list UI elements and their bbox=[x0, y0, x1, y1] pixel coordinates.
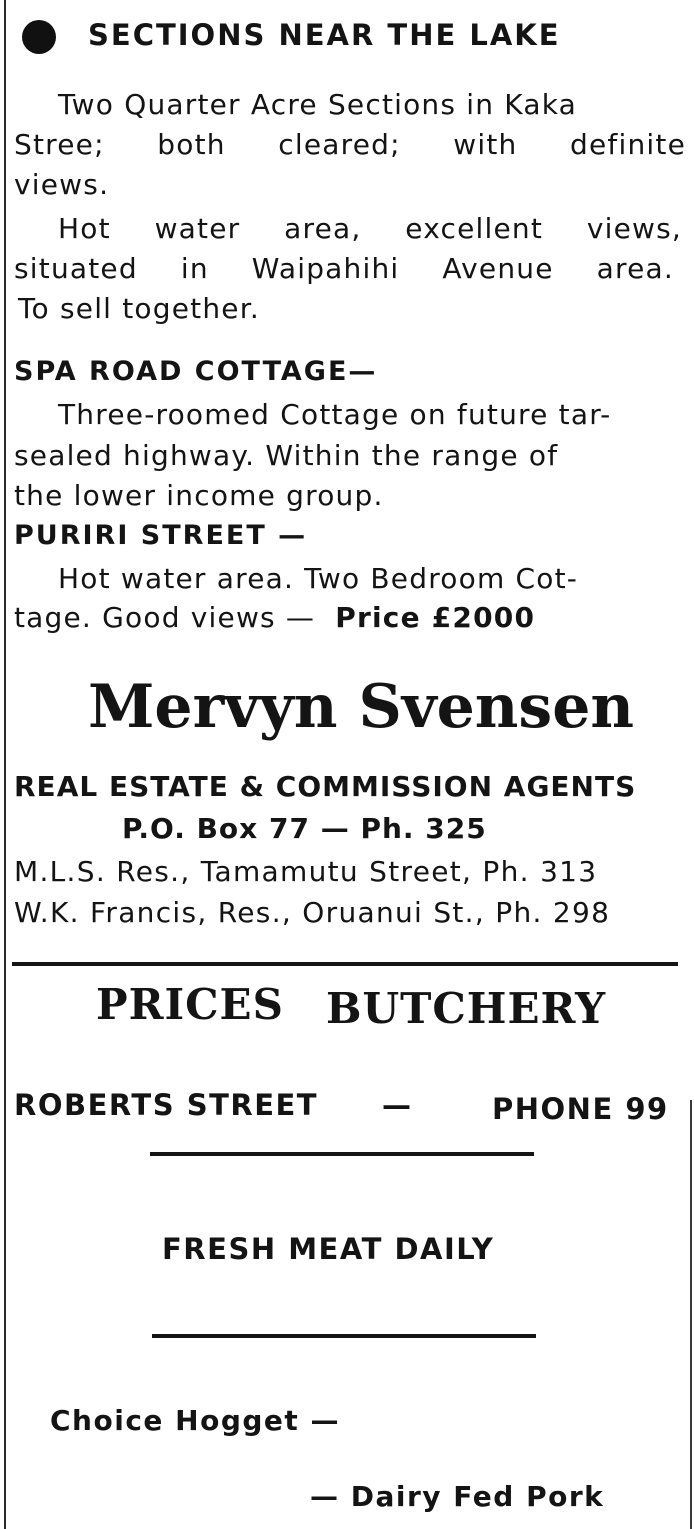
word: situated bbox=[14, 252, 138, 285]
agent-residence-2: W.K. Francis, Res., Oruanui St., Ph. 298 bbox=[14, 896, 611, 929]
word: definite bbox=[570, 128, 686, 161]
bullet-dot bbox=[22, 20, 56, 54]
sections-heading: SECTIONS NEAR THE LAKE bbox=[88, 18, 561, 52]
sections-p1-line1: Two Quarter Acre Sections in Kaka bbox=[58, 88, 578, 121]
section-divider bbox=[12, 962, 678, 966]
puriri-line2 bbox=[14, 601, 535, 634]
puriri-price: Price £2000 bbox=[335, 601, 536, 634]
spa-line1: Three-roomed Cottage on future tar- bbox=[58, 398, 612, 431]
sections-p2-line1 bbox=[58, 212, 682, 245]
sections-p2-line3: To sell together. bbox=[18, 292, 260, 325]
left-column-rule bbox=[4, 0, 6, 1529]
word: water bbox=[154, 212, 241, 245]
butchery-tagline: FRESH MEAT DAILY bbox=[162, 1232, 495, 1266]
word: excellent bbox=[405, 212, 544, 245]
puriri-line1: Hot water area. Two Bedroom Cot- bbox=[58, 562, 579, 595]
spa-line2: sealed highway. Within the range of bbox=[14, 439, 559, 472]
word: Hot bbox=[58, 212, 111, 245]
butchery-name-right: BUTCHERY bbox=[326, 984, 607, 1033]
word: in bbox=[180, 252, 209, 285]
puriri-line2-text: tage. Good views — bbox=[14, 601, 316, 634]
short-divider-1 bbox=[150, 1152, 534, 1156]
word: cleared; bbox=[278, 128, 401, 161]
agent-residence-1: M.L.S. Res., Tamamutu Street, Ph. 313 bbox=[14, 855, 598, 888]
word: with bbox=[453, 128, 518, 161]
right-column-rule bbox=[690, 1100, 692, 1529]
sections-p1-line3: views. bbox=[14, 168, 110, 201]
butchery-dash: — bbox=[382, 1088, 413, 1122]
butchery-street: ROBERTS STREET bbox=[14, 1088, 319, 1122]
butchery-phone: PHONE 99 bbox=[492, 1092, 669, 1126]
spa-line3: the lower income group. bbox=[14, 479, 384, 512]
word: Stree; bbox=[14, 128, 105, 161]
butchery-item-hogget: Choice Hogget — bbox=[50, 1404, 341, 1437]
sections-p1-line2 bbox=[14, 128, 686, 161]
agent-title: REAL ESTATE & COMMISSION AGENTS bbox=[14, 770, 637, 803]
word: area. bbox=[596, 252, 674, 285]
butchery-name-left: PRICES bbox=[96, 980, 284, 1029]
agent-name: Mervyn Svensen bbox=[88, 672, 635, 742]
word: Avenue bbox=[442, 252, 554, 285]
agent-po-box: P.O. Box 77 — Ph. 325 bbox=[122, 812, 487, 845]
spa-road-heading: SPA ROAD COTTAGE— bbox=[14, 356, 378, 387]
word: area, bbox=[284, 212, 362, 245]
butchery-item-pork: — Dairy Fed Pork bbox=[310, 1480, 605, 1513]
short-divider-2 bbox=[152, 1334, 536, 1338]
sections-p2-line2 bbox=[14, 252, 674, 285]
puriri-heading: PURIRI STREET — bbox=[14, 520, 308, 551]
word: Waipahihi bbox=[251, 252, 400, 285]
word: both bbox=[157, 128, 226, 161]
word: views, bbox=[586, 212, 682, 245]
